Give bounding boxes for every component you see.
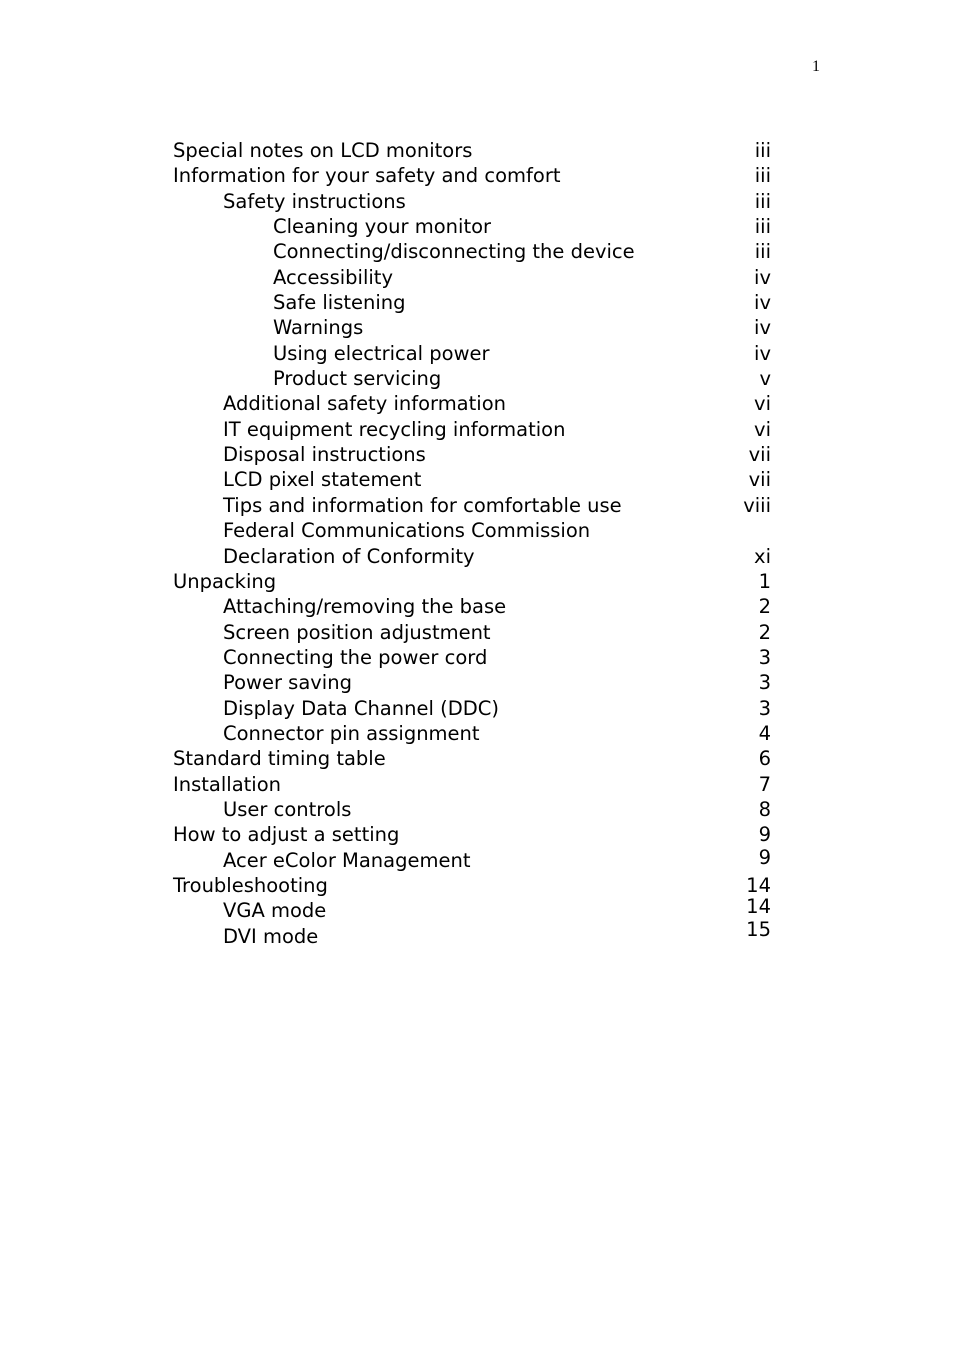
toc-entry[interactable] bbox=[173, 845, 771, 873]
toc-entry[interactable] bbox=[173, 696, 771, 721]
toc-entry-page: iii bbox=[754, 240, 771, 264]
toc-entry[interactable] bbox=[173, 467, 771, 492]
toc-entry-title: Troubleshooting bbox=[173, 873, 328, 897]
toc-entry-page: 8 bbox=[758, 797, 771, 821]
toc-entry-page: iii bbox=[754, 189, 771, 213]
toc-entry-title: Power saving bbox=[223, 671, 352, 695]
toc-entry-title: Safety instructions bbox=[223, 189, 406, 213]
toc-entry[interactable] bbox=[173, 315, 771, 340]
toc-entry-title: Display Data Channel (DDC) bbox=[223, 696, 499, 720]
toc-entry-title: VGA mode bbox=[223, 899, 327, 923]
toc-entry-title: Additional safety information bbox=[223, 392, 506, 416]
toc-entry[interactable] bbox=[173, 442, 771, 467]
toc-entry-title: How to adjust a setting bbox=[173, 823, 400, 847]
toc-entry[interactable] bbox=[173, 594, 771, 619]
toc-entry-title: Tips and information for comfortable use bbox=[223, 493, 622, 517]
toc-entry-page: 3 bbox=[758, 671, 771, 695]
toc-entry-page: iv bbox=[754, 265, 771, 289]
toc-entry[interactable] bbox=[173, 797, 771, 822]
toc-entry-title: User controls bbox=[223, 797, 352, 821]
toc-entry-page: 14 bbox=[746, 873, 771, 897]
toc-entry-page: 4 bbox=[758, 721, 771, 745]
toc-entry-title: Installation bbox=[173, 772, 282, 796]
toc-entry[interactable] bbox=[173, 620, 771, 645]
toc-entry-page: iv bbox=[754, 291, 771, 315]
toc-entry-page: 9 bbox=[758, 845, 771, 869]
toc-entry-title: Unpacking bbox=[173, 569, 277, 593]
toc-entry-page: 6 bbox=[758, 747, 771, 771]
toc-entry-page: 7 bbox=[758, 772, 771, 796]
table-of-contents bbox=[173, 138, 771, 949]
toc-entry[interactable] bbox=[173, 518, 771, 543]
toc-entry-title: Attaching/removing the base bbox=[223, 595, 507, 619]
toc-entry[interactable] bbox=[173, 569, 771, 594]
toc-entry[interactable] bbox=[173, 493, 771, 518]
toc-entry-title: Information for your safety and comfort bbox=[173, 164, 561, 188]
toc-entry[interactable] bbox=[173, 917, 771, 949]
toc-entry[interactable] bbox=[173, 163, 771, 188]
toc-entry-page: vii bbox=[748, 468, 771, 492]
toc-entry-title: Connecting the power cord bbox=[223, 645, 488, 669]
toc-entry-title: DVI mode bbox=[223, 924, 319, 948]
toc-entry-page: iv bbox=[754, 316, 771, 340]
toc-entry-page: vi bbox=[754, 392, 771, 416]
toc-entry-page: 2 bbox=[758, 620, 771, 644]
toc-entry-title: Acer eColor Management bbox=[223, 848, 471, 872]
toc-entry-page: v bbox=[759, 367, 771, 391]
toc-entry-title: LCD pixel statement bbox=[223, 468, 422, 492]
toc-entry[interactable] bbox=[173, 391, 771, 416]
toc-entry-title: Warnings bbox=[273, 316, 364, 340]
toc-entry-page: 1 bbox=[758, 569, 771, 593]
toc-entry-title: Federal Communications Commission bbox=[223, 519, 591, 543]
toc-entry-page: 3 bbox=[758, 645, 771, 669]
toc-entry-title: Cleaning your monitor bbox=[273, 215, 492, 239]
toc-entry-page: vii bbox=[748, 443, 771, 467]
toc-entry[interactable] bbox=[173, 670, 771, 695]
toc-entry[interactable] bbox=[173, 366, 771, 391]
toc-entry-page: 3 bbox=[758, 696, 771, 720]
toc-entry[interactable] bbox=[173, 746, 771, 771]
toc-entry-title: Connector pin assignment bbox=[223, 721, 480, 745]
toc-entry-page: 14 bbox=[746, 895, 771, 919]
toc-entry[interactable] bbox=[173, 645, 771, 670]
toc-entry[interactable] bbox=[173, 873, 771, 898]
toc-entry-title: Special notes on LCD monitors bbox=[173, 139, 473, 162]
toc-entry-title: IT equipment recycling information bbox=[223, 417, 566, 441]
toc-entry[interactable] bbox=[173, 772, 771, 797]
toc-entry[interactable] bbox=[173, 544, 771, 569]
toc-entry[interactable] bbox=[173, 138, 771, 163]
toc-entry-title: Disposal instructions bbox=[223, 443, 426, 467]
toc-entry-title: Declaration of Conformity bbox=[223, 544, 475, 568]
toc-entry-page: iv bbox=[754, 341, 771, 365]
toc-entry[interactable] bbox=[173, 895, 771, 923]
toc-entry[interactable] bbox=[173, 341, 771, 366]
toc-entry[interactable] bbox=[173, 189, 771, 214]
toc-entry-page: 2 bbox=[758, 595, 771, 619]
toc-entry[interactable] bbox=[173, 265, 771, 290]
toc-entry[interactable] bbox=[173, 239, 771, 264]
toc-entry-title: Product servicing bbox=[273, 367, 442, 391]
toc-entry-title: Standard timing table bbox=[173, 747, 386, 771]
toc-entry-title: Screen position adjustment bbox=[223, 620, 491, 644]
toc-entry[interactable] bbox=[173, 214, 771, 239]
toc-entry[interactable] bbox=[173, 721, 771, 746]
toc-entry-page: iii bbox=[754, 215, 771, 239]
toc-entry-title: Connecting/disconnecting the device bbox=[273, 240, 635, 264]
page-number: 1 bbox=[812, 58, 820, 75]
toc-entry-title: Accessibility bbox=[273, 265, 393, 289]
toc-entry-title: Safe listening bbox=[273, 291, 406, 315]
toc-entry[interactable] bbox=[173, 417, 771, 442]
toc-entry-page: 9 bbox=[758, 823, 771, 847]
toc-entry-page: 15 bbox=[746, 917, 771, 941]
toc-entry-page: vi bbox=[754, 417, 771, 441]
toc-entry-page: iii bbox=[754, 139, 771, 162]
toc-entry-page: viii bbox=[743, 493, 771, 517]
toc-entry-title: Using electrical power bbox=[273, 341, 490, 365]
toc-entry[interactable] bbox=[173, 822, 771, 847]
toc-entry-page: xi bbox=[754, 544, 771, 568]
toc-entry[interactable] bbox=[173, 290, 771, 315]
toc-entry-page: iii bbox=[754, 164, 771, 188]
